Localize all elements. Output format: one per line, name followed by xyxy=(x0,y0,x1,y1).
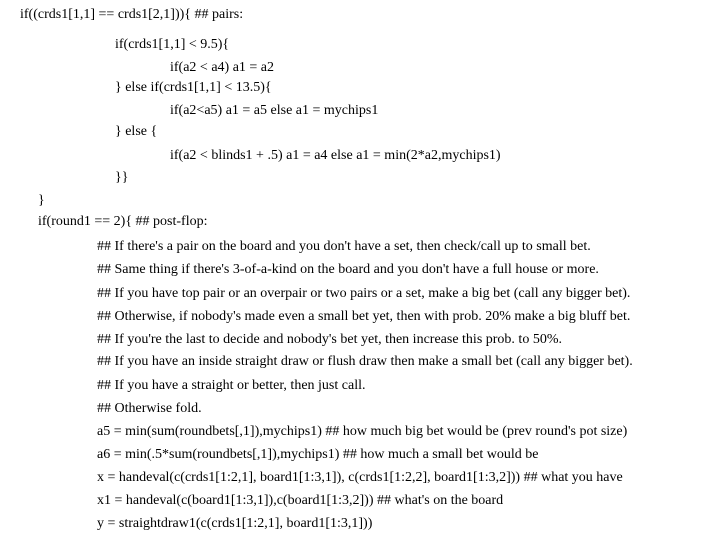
code-line: y = straightdraw1(c(crds1[1:2,1], board1[1:3,1])) xyxy=(97,516,373,531)
code-line: } else if(crds1[1,1] < 13.5){ xyxy=(115,80,272,95)
code-comment-line: ## If there's a pair on the board and you don't have a set, then check/call up to small bet. xyxy=(97,239,591,254)
code-line: x1 = handeval(c(board1[1:3,1]),c(board1[1:3,2])) ## what's on the board xyxy=(97,493,504,508)
code-line: if(a2 < blinds1 + .5) a1 = a4 else a1 = min(2*a2,mychips1) xyxy=(170,148,501,163)
code-comment-line: ## If you have top pair or an overpair or two pairs or a set, make a big bet (call any bigger bet). xyxy=(97,286,631,301)
code-line: if(crds1[1,1] < 9.5){ xyxy=(115,37,230,52)
code-line: if(a2<a5) a1 = a5 else a1 = mychips1 xyxy=(170,103,379,118)
code-comment-line: ## Otherwise, if nobody's made even a small bet yet, then with prob. 20% make a big bluff bet. xyxy=(97,309,631,324)
code-line: x = handeval(c(crds1[1:2,1], board1[1:3,1]), c(crds1[1:2,2], board1[1:3,2])) ## what you have xyxy=(97,470,623,485)
code-comment-line: ## Otherwise fold. xyxy=(97,401,202,416)
code-comment-line: ## If you have a straight or better, then just call. xyxy=(97,378,366,393)
code-line: } xyxy=(38,193,45,208)
code-line: }} xyxy=(115,170,129,185)
code-line: } else { xyxy=(115,124,158,139)
code-comment-line: ## If you're the last to decide and nobody's bet yet, then increase this prob. to 50%. xyxy=(97,332,562,347)
code-line: if((crds1[1,1] == crds1[2,1])){ ## pairs: xyxy=(20,7,244,22)
code-line: if(round1 == 2){ ## post-flop: xyxy=(38,214,208,229)
code-comment-line: ## If you have an inside straight draw or flush draw then make a small bet (call any bigger bet). xyxy=(97,354,633,369)
code-line: if(a2 < a4) a1 = a2 xyxy=(170,60,275,75)
code-comment-line: ## Same thing if there's 3-of-a-kind on the board and you don't have a full house or more. xyxy=(97,262,599,277)
code-line: a6 = min(.5*sum(roundbets[,1]),mychips1) ## how much a small bet would be xyxy=(97,447,539,462)
code-line: a5 = min(sum(roundbets[,1]),mychips1) ## how much big bet would be (prev round's pot size) xyxy=(97,424,628,439)
